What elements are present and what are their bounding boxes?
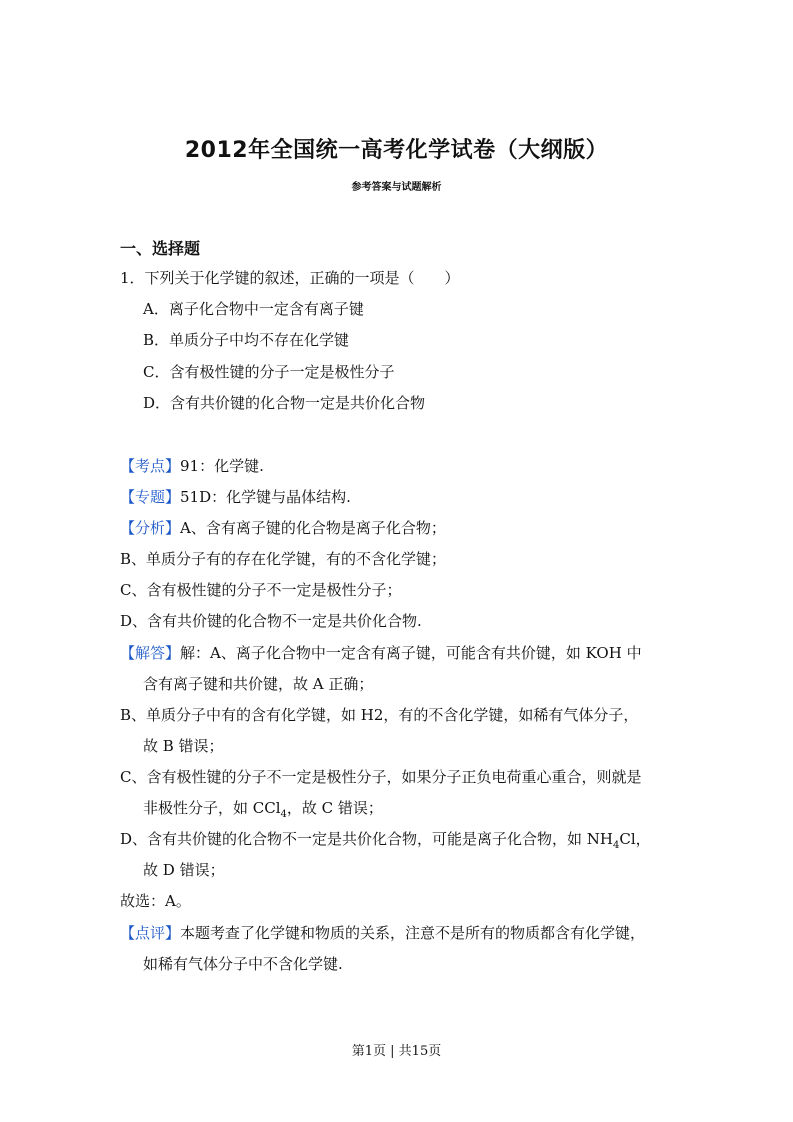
- dianping-line-1: [120, 923, 645, 943]
- jieda-text-6a: 非极性分子，如 CCl: [143, 799, 281, 817]
- jieda-line-1: [120, 643, 642, 663]
- jieda-line-7: [120, 829, 651, 856]
- option-b: B．单质分子中均不存在化学键: [143, 331, 350, 349]
- jieda-line-8: 故 D 错误；: [143, 861, 225, 879]
- kaodian-text: 91：化学键.: [180, 457, 264, 475]
- kaodian-line: [120, 456, 264, 476]
- ccl4-subscript: 4: [280, 809, 287, 820]
- zhuanti-text: 51D：化学键与晶体结构.: [180, 488, 351, 506]
- jieda-text-7a: D、含有共价键的化合物不一定是共价化合物，可能是离子化合物，如 NH: [120, 830, 614, 848]
- option-d: D．含有共价键的化合物一定是共价化合物: [143, 394, 426, 412]
- document-title: 2012年全国统一高考化学试卷（大纲版）: [184, 138, 609, 163]
- fenxi-tag: 【分析】: [120, 519, 181, 537]
- question-stem: 1．下列关于化学键的叙述，正确的一项是（ ）: [120, 269, 460, 287]
- dianping-tag: 【点评】: [120, 924, 181, 942]
- jieda-text-1: 解：A、离子化合物中一定含有离子键，可能含有共价键，如 KOH 中: [180, 644, 642, 662]
- jieda-line-2: 含有离子键和共价键，故 A 正确；: [143, 675, 374, 693]
- jieda-line-3: B、单质分子中有的含有化学键，如 H2，有的不含化学键，如稀有气体分子，: [120, 706, 639, 724]
- zhuanti-tag: 【专题】: [120, 488, 181, 506]
- option-a: A．离子化合物中一定含有离子键: [143, 300, 364, 318]
- jieda-line-6: [143, 798, 383, 825]
- page-footer: 第1页 | 共15页: [351, 1044, 442, 1059]
- jieda-text-7b: Cl，: [619, 830, 651, 848]
- jieda-tag: 【解答】: [120, 644, 181, 662]
- fenxi-text-a: A、含有离子键的化合物是离子化合物；: [180, 519, 446, 537]
- fenxi-line-c: C、含有极性键的分子不一定是极性分子；: [120, 581, 402, 599]
- dianping-text-1: 本题考查了化学键和物质的关系，注意不是所有的物质都含有化学键，: [180, 924, 646, 942]
- zhuanti-line: [120, 487, 351, 507]
- jieda-line-4: 故 B 错误；: [143, 737, 224, 755]
- fenxi-line-d: D、含有共价键的化合物不一定是共价化合物.: [120, 612, 422, 630]
- fenxi-line-b: B、单质分子有的存在化学键，有的不含化学键；: [120, 550, 447, 568]
- option-c: C．含有极性键的分子一定是极性分子: [143, 363, 395, 381]
- jieda-line-5: C、含有极性键的分子不一定是极性分子，如果分子正负电荷重心重合，则就是: [120, 768, 642, 786]
- kaodian-tag: 【考点】: [120, 457, 181, 475]
- section-heading: 一、选择题: [120, 239, 201, 258]
- document-subtitle: 参考答案与试题解析: [351, 182, 442, 193]
- dianping-line-2: 如稀有气体分子中不含化学键.: [143, 955, 343, 973]
- answer-choice: 故选：A。: [120, 892, 191, 910]
- nh4-subscript: 4: [613, 840, 620, 851]
- fenxi-line-a: [120, 518, 446, 538]
- jieda-text-6b: ，故 C 错误；: [286, 799, 383, 817]
